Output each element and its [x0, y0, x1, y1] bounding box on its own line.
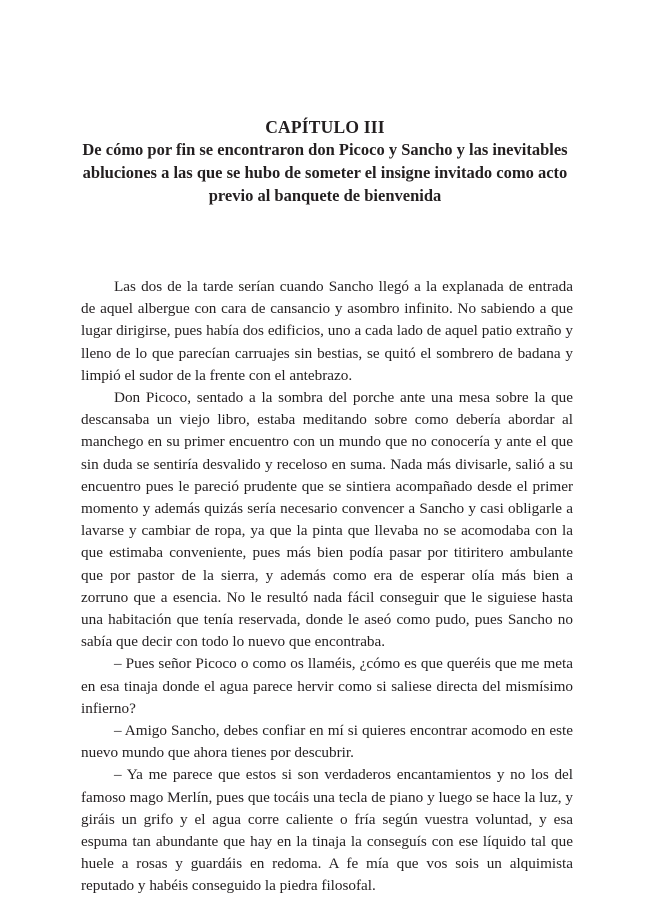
paragraph: Las dos de la tarde serían cuando Sancho llegó a la explanada de entrada de aquel albergue con cara de cansancio y asombro infinito. No sabiendo a que lugar dirigirse, pues había dos edificios, uno a cada lado de aquel patio extraño y lleno de lo que parecían carruajes sin bestias, se quitó el sombrero de badana y limpió el sudor de la frente con el antebrazo. [81, 278, 573, 384]
chapter-title: CAPÍTULO III [265, 117, 385, 137]
chapter-body [81, 276, 573, 898]
dialogue-paragraph: – Amigo Sancho, debes confiar en mí si quieres encontrar acomodo en este nuevo mundo que ahora tienes por descubrir. [81, 722, 573, 762]
paragraph: Don Picoco, sentado a la sombra del porche ante una mesa sobre la que descansaba un viejo libro, estaba meditando sobre como debería abordar al manchego en su primer encuentro con un mundo que no conocería y ante el que sin duda se sentiría desvalido y receloso en suma. Nada más divisarle, salió a su encuentro pues le pareció prudente que se sintiera acompañado desde el primer momento y además quizás sería necesario convencer a Sancho y casi obligarle a lavarse y cambiar de ropa, ya que la pinta que llevaba no se acomodaba con la que estimaba conveniente, pues más bien podía pasar por titiritero ambulante que por pastor de la sierra, y además como era de esperar olía más bien a zorruno que a esencia. No le resultó nada fácil conseguir que le siguiese hasta una habitación que tenía reservada, donde le aseó como pudo, pues Sancho no sabía que decir con todo lo nuevo que encontraba. [81, 389, 573, 651]
dialogue-paragraph: – Ya me parece que estos si son verdaderos encantamientos y no los del famoso mago Merlín, pues que tocáis una tecla de piano y luego se hace la luz, y giráis un grifo y el agua corre caliente o fría según vuestra voluntad, y esa espuma tan abundante que hay en la tinaja la conseguís con ese líquido tal que huele a rosas y guardáis en redoma. A fe mía que vos sois un alquimista reputado y habéis conseguido la piedra filosofal. [81, 766, 573, 895]
dialogue-paragraph: – Pues señor Picoco o como os llaméis, ¿cómo es que queréis que me meta en esa tinaja donde el agua parece hervir como si saliese directa del mismísimo infierno? [81, 655, 573, 717]
chapter-heading [80, 116, 570, 207]
chapter-subtitle: De cómo por fin se encontraron don Picoco y Sancho y las inevitables abluciones a las que se hubo de someter el insigne invitado como acto previo al banquete de bienvenida [82, 140, 568, 205]
